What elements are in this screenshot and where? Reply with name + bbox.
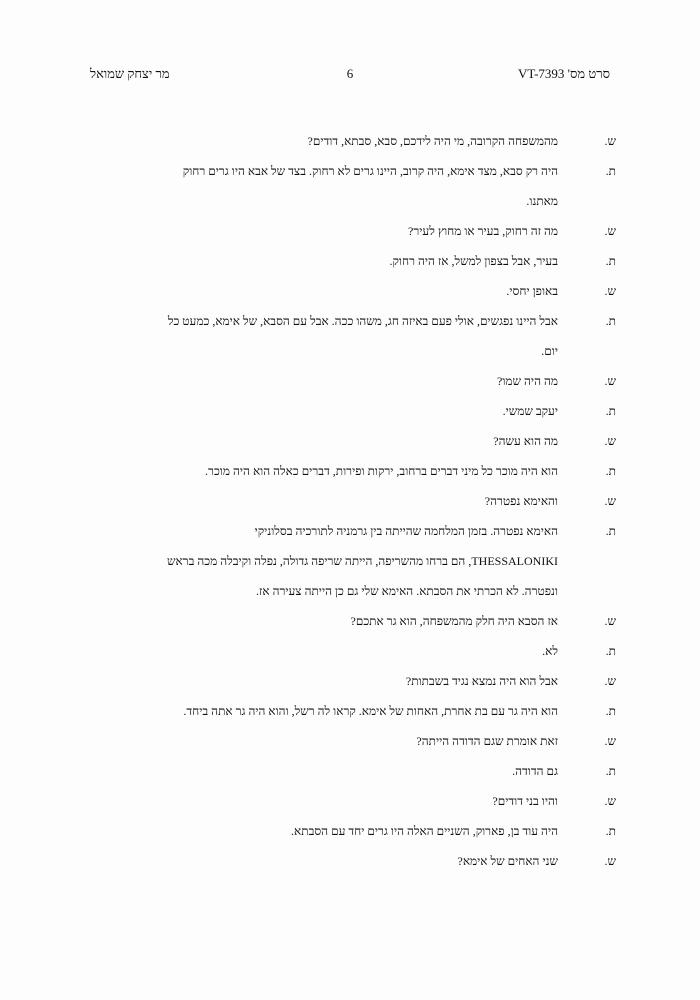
transcript-entry bbox=[120, 366, 616, 396]
utterance bbox=[120, 306, 558, 366]
utterance-line: מה היה שמו? bbox=[497, 374, 558, 388]
transcript-entry bbox=[120, 126, 616, 156]
transcript-entry bbox=[120, 636, 616, 666]
speaker-label: ש. bbox=[604, 854, 616, 868]
transcript-entry bbox=[120, 846, 616, 876]
speaker-label: ת. bbox=[605, 524, 616, 538]
transcript-entry bbox=[120, 426, 616, 456]
utterance-line: היה עוד בן, פארוק, השניים האלה היו גרים יחד עם הסבתא. bbox=[291, 824, 558, 838]
transcript-entry bbox=[120, 786, 616, 816]
speaker-label: ת. bbox=[605, 824, 616, 838]
utterance-line: אז הסבא היה חלק מהמשפחה, הוא גר אתכם? bbox=[350, 614, 558, 628]
utterance bbox=[120, 276, 558, 306]
speaker-label: ת. bbox=[605, 314, 616, 328]
transcript-entry bbox=[120, 606, 616, 636]
utterance bbox=[120, 426, 558, 456]
utterance bbox=[120, 156, 558, 216]
utterance-line: אבל היינו נפגשים, אולי פעם באיזה חג, משהו ככה. אבל עם הסבא, של אימא, כמעט כל bbox=[167, 314, 558, 328]
transcript-entry bbox=[120, 666, 616, 696]
utterance bbox=[120, 666, 558, 696]
utterance-line: זאת אומרת שגם הדודה הייתה? bbox=[416, 734, 558, 748]
utterance-line: לא. bbox=[542, 644, 558, 658]
speaker-label: ת. bbox=[605, 404, 616, 418]
utterance bbox=[120, 786, 558, 816]
speaker-label: ת. bbox=[605, 254, 616, 268]
utterance-line: שני האחים של אימא? bbox=[457, 854, 558, 868]
speaker-label: ש. bbox=[604, 494, 616, 508]
transcript-entry bbox=[120, 306, 616, 366]
header-interviewee-name: מר יצחק שמואל bbox=[90, 66, 170, 81]
transcript-entry bbox=[120, 456, 616, 486]
speaker-label: ת. bbox=[605, 764, 616, 778]
utterance bbox=[120, 366, 558, 396]
utterance-line: הוא היה גר עם בת אחרת, האחות של אימא. קראו לה רשל, והוא היה גר אתה ביחד. bbox=[183, 704, 558, 718]
transcript-entry bbox=[120, 516, 616, 606]
utterance-line: ונפטרה. לא הכרתי את הסבתא. האימא שלי גם כן הייתה צעירה אז. bbox=[256, 584, 558, 598]
header-page-number: 6 bbox=[346, 66, 354, 81]
speaker-label: ת. bbox=[605, 704, 616, 718]
transcript-entry bbox=[120, 276, 616, 306]
utterance-line: מה זה רחוק, בעיר או מחוץ לעיר? bbox=[408, 224, 558, 238]
utterance bbox=[120, 516, 558, 606]
utterance-line: THESSALONIKI, הם ברחו מהשריפה, הייתה שריפה גדולה, נפלה וקיבלה מכה בראש bbox=[166, 554, 558, 568]
transcript-entry bbox=[120, 816, 616, 846]
utterance bbox=[120, 486, 558, 516]
transcript-entry bbox=[120, 756, 616, 786]
utterance bbox=[120, 816, 558, 846]
utterance-line: הוא היה מוכר כל מיני דברים ברחוב, ירקות ופירות, דברים כאלה הוא היה מוכר. bbox=[205, 464, 558, 478]
speaker-label: ש. bbox=[604, 434, 616, 448]
utterance bbox=[120, 216, 558, 246]
utterance-line: והאימא נפטרה? bbox=[484, 494, 558, 508]
speaker-label: ש. bbox=[604, 224, 616, 238]
speaker-label: ש. bbox=[604, 134, 616, 148]
utterance-line: אבל הוא היה נמצא נגיד בשבתות? bbox=[405, 674, 558, 688]
utterance bbox=[120, 456, 558, 486]
utterance bbox=[120, 606, 558, 636]
transcript-entry bbox=[120, 726, 616, 756]
utterance-line: מהמשפחה הקרובה, מי היה לידכם, סבא, סבתא, דודים? bbox=[307, 134, 558, 148]
speaker-label: ש. bbox=[604, 614, 616, 628]
utterance bbox=[120, 126, 558, 156]
speaker-label: ת. bbox=[605, 644, 616, 658]
utterance-line: מאתנו. bbox=[526, 194, 558, 208]
utterance-line: היה רק סבא, מצד אימא, היה קרוב, היינו גרים לא רחוק. בצד של אבא היו גרים רחוק bbox=[182, 164, 558, 178]
speaker-label: ש. bbox=[604, 734, 616, 748]
utterance bbox=[120, 696, 558, 726]
page-header bbox=[90, 66, 610, 84]
utterance bbox=[120, 846, 558, 876]
utterance bbox=[120, 636, 558, 666]
transcript-entry bbox=[120, 246, 616, 276]
utterance-line: בעיר, אבל בצפון למשל, אז היה רחוק. bbox=[389, 254, 558, 268]
transcript-entry bbox=[120, 396, 616, 426]
utterance bbox=[120, 726, 558, 756]
speaker-label: ש. bbox=[604, 674, 616, 688]
transcript-entry bbox=[120, 156, 616, 216]
transcript-entry bbox=[120, 696, 616, 726]
utterance-line: האימא נפטרה. בזמן המלחמה שהייתה בין גרמניה לתורכיה בסלוניקי bbox=[254, 524, 558, 538]
speaker-label: ש. bbox=[604, 794, 616, 808]
utterance-line: יום. bbox=[541, 344, 558, 358]
transcript-entry bbox=[120, 486, 616, 516]
utterance bbox=[120, 396, 558, 426]
utterance bbox=[120, 246, 558, 276]
utterance-line: באופן יחסי. bbox=[506, 284, 558, 298]
speaker-label: ש. bbox=[604, 374, 616, 388]
utterance-line: גם הדודה. bbox=[512, 764, 558, 778]
transcript-entry bbox=[120, 216, 616, 246]
transcript-body bbox=[120, 126, 616, 876]
header-tape-id: סרט מס' VT-7393 bbox=[517, 66, 610, 81]
speaker-label: ת. bbox=[605, 464, 616, 478]
utterance-line: יעקב שמשי. bbox=[502, 404, 558, 418]
utterance bbox=[120, 756, 558, 786]
speaker-label: ת. bbox=[605, 164, 616, 178]
utterance-line: והיו בני דודים? bbox=[492, 794, 558, 808]
utterance-line: מה הוא עשה? bbox=[493, 434, 558, 448]
speaker-label: ש. bbox=[604, 284, 616, 298]
